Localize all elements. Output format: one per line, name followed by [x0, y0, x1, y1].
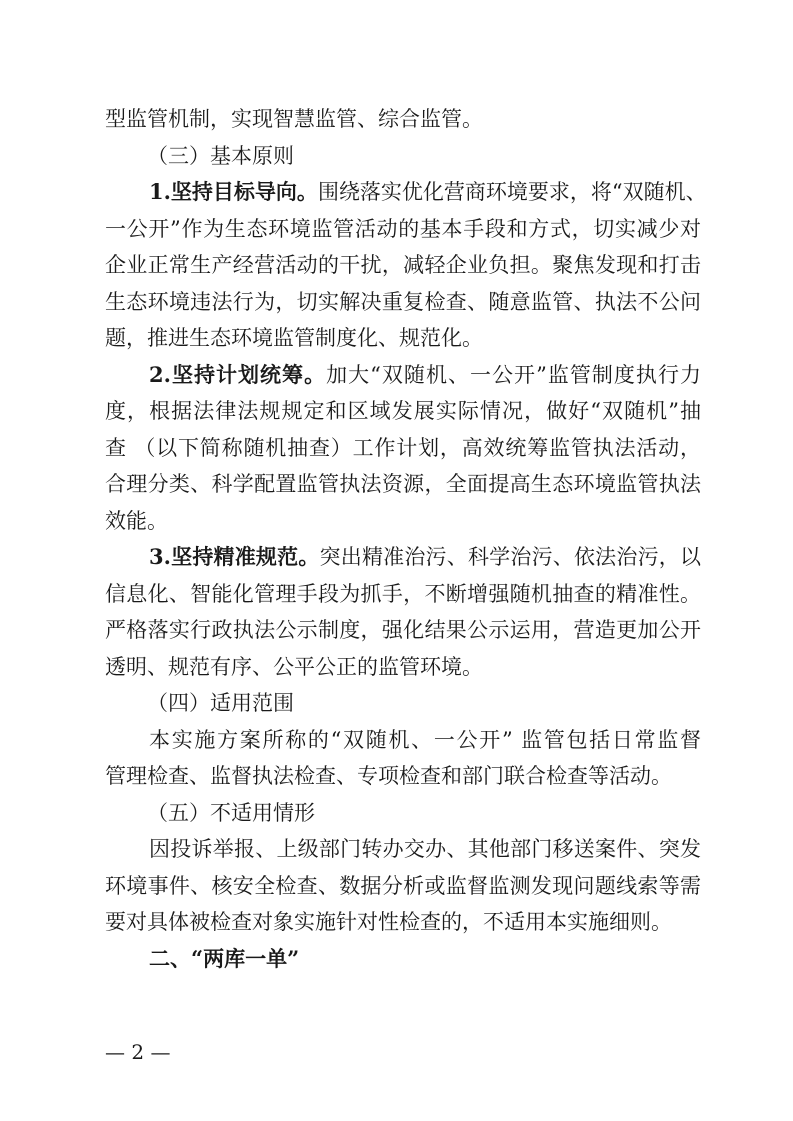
body-line: 题，推进生态环境监管制度化、规范化。	[105, 326, 483, 350]
principle-3-heading: 3.坚持精准规范。	[149, 544, 320, 569]
body-line: 严格落实行政执法公示制度，强化结果公示运用，营造更加公开	[105, 618, 701, 642]
principle-2-line	[105, 357, 701, 394]
section-heading-exclusions: （五）不适用情形	[147, 800, 315, 825]
body-line: 本实施方案所称的“双随机、一公开” 监管包括日常监督	[149, 727, 701, 752]
chapter-heading: 二、“两库一单”	[149, 945, 300, 971]
section-heading-principles: （三）基本原则	[147, 143, 294, 168]
principle-2-heading: 2.坚持计划统筹。	[149, 361, 327, 387]
body-line: 环境事件、核安全检查、数据分析或监督监测发现问题线索等需	[105, 873, 701, 898]
body-line: 查 （以下简称随机抽查）工作计划，高效统筹监管执法活动，	[105, 435, 701, 460]
body-line: 要对具体被检查对象实施针对性检查的，不适用本实施细则。	[105, 910, 672, 934]
body-line: 度，根据法律法规规定和区域发展实际情况，做好“双随机”抽	[105, 399, 701, 423]
principle-1-line	[105, 174, 707, 211]
body-line: 效能。	[105, 508, 168, 533]
principle-1-heading: 1.坚持目标导向。	[149, 179, 318, 204]
section-heading-scope: （四）适用范围	[147, 691, 294, 715]
body-line: 合理分类、科学配置监管执法资源，全面提高生态环境监管执法	[105, 472, 701, 496]
body-line: 因投诉举报、上级部门转办交办、其他部门移送案件、突发	[149, 837, 701, 861]
body-line: 一公开”作为生态环境监管活动的基本手段和方式，切实减少对	[105, 216, 701, 241]
body-line: 型监管机制，实现智慧监管、综合监管。	[105, 107, 483, 131]
body-line: 生态环境违法行为，切实解决重复检查、随意监管、执法不公问	[105, 289, 701, 314]
principle-3-line	[105, 539, 701, 576]
document-body	[105, 101, 707, 977]
principle-2-text: 加大“双随机、一公开”监管制度执行力	[326, 362, 701, 387]
body-line: 企业正常生产经营活动的干扰，减轻企业负担。聚焦发现和打击	[105, 253, 701, 277]
principle-1-text: 围绕落实优化营商环境要求，将“双随机、	[317, 180, 707, 204]
page-number: — 2 —	[105, 1040, 171, 1064]
principle-3-text: 突出精准治污、科学治污、依法治污，以	[319, 545, 701, 569]
body-line: 信息化、智能化管理手段为抓手，不断增强随机抽查的精准性。	[105, 581, 701, 606]
body-line: 管理检查、监督执法检查、专项检查和部门联合检查等活动。	[105, 764, 672, 788]
body-line: 透明、规范有序、公平公正的监管环境。	[105, 654, 483, 679]
